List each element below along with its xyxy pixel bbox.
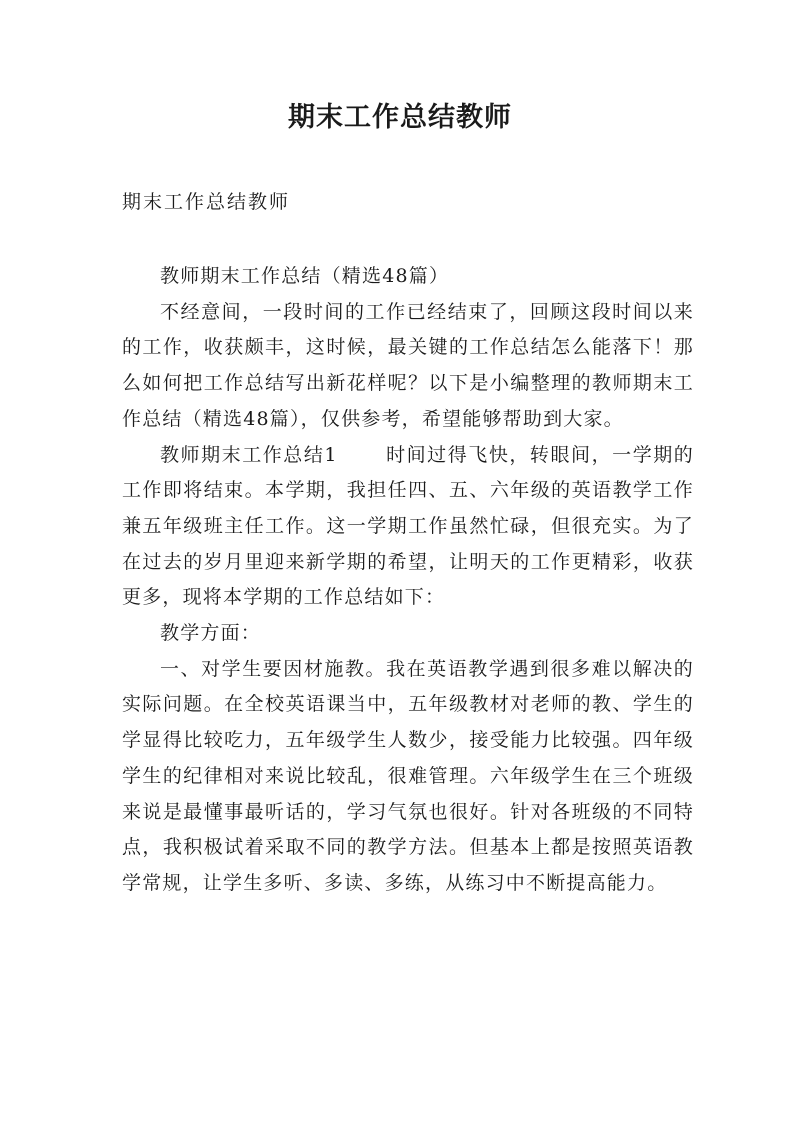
paragraph-intro: 不经意间，一段时间的工作已经结束了，回顾这段时间以来的工作，收获颇丰，这时候，最关键的工作总结怎么能落下！那么如何把工作总结写出新花样呢？以下是小编整理的教师期末工作总结（精选48篇），仅供参考，希望能够帮助到大家。	[122, 300, 694, 430]
document-subtitle: 期末工作总结教师	[122, 191, 291, 213]
section-1-text: 时间过得飞快，转眼间，一学期的工作即将结束。本学期，我担任四、五、六年级的英语教学工作兼五年级班主任工作。这一学期工作虽然忙碌，但很充实。为了在过去的岁月里迎来新学期的希望，让明天的工作更精彩，收获更多，现将本学期的工作总结如下：	[122, 443, 694, 609]
section-1-heading: 教师期末工作总结1	[160, 443, 338, 466]
paragraph-heading: 教师期末工作总结（精选48篇）	[160, 265, 450, 287]
document-title: 期末工作总结教师	[288, 102, 512, 133]
paragraph-teaching-heading: 教学方面：	[160, 622, 262, 645]
paragraph-section-1	[122, 438, 694, 617]
paragraph-teaching-point-1: 一、对学生要因材施教。我在英语教学遇到很多难以解决的实际问题。在全校英语课当中，五年级教材对老师的教、学生的学显得比较吃力，五年级学生人数少，接受能力比较强。四年级学生的纪律相对来说比较乱，很难管理。六年级学生在三个班级来说是最懂事最听话的，学习气氛也很好。针对各班级的不同特点，我积极试着采取不同的教学方法。但基本上都是按照英语教学常规，让学生多听、多读、多练，从练习中不断提高能力。	[122, 657, 694, 894]
document-body	[122, 259, 694, 902]
